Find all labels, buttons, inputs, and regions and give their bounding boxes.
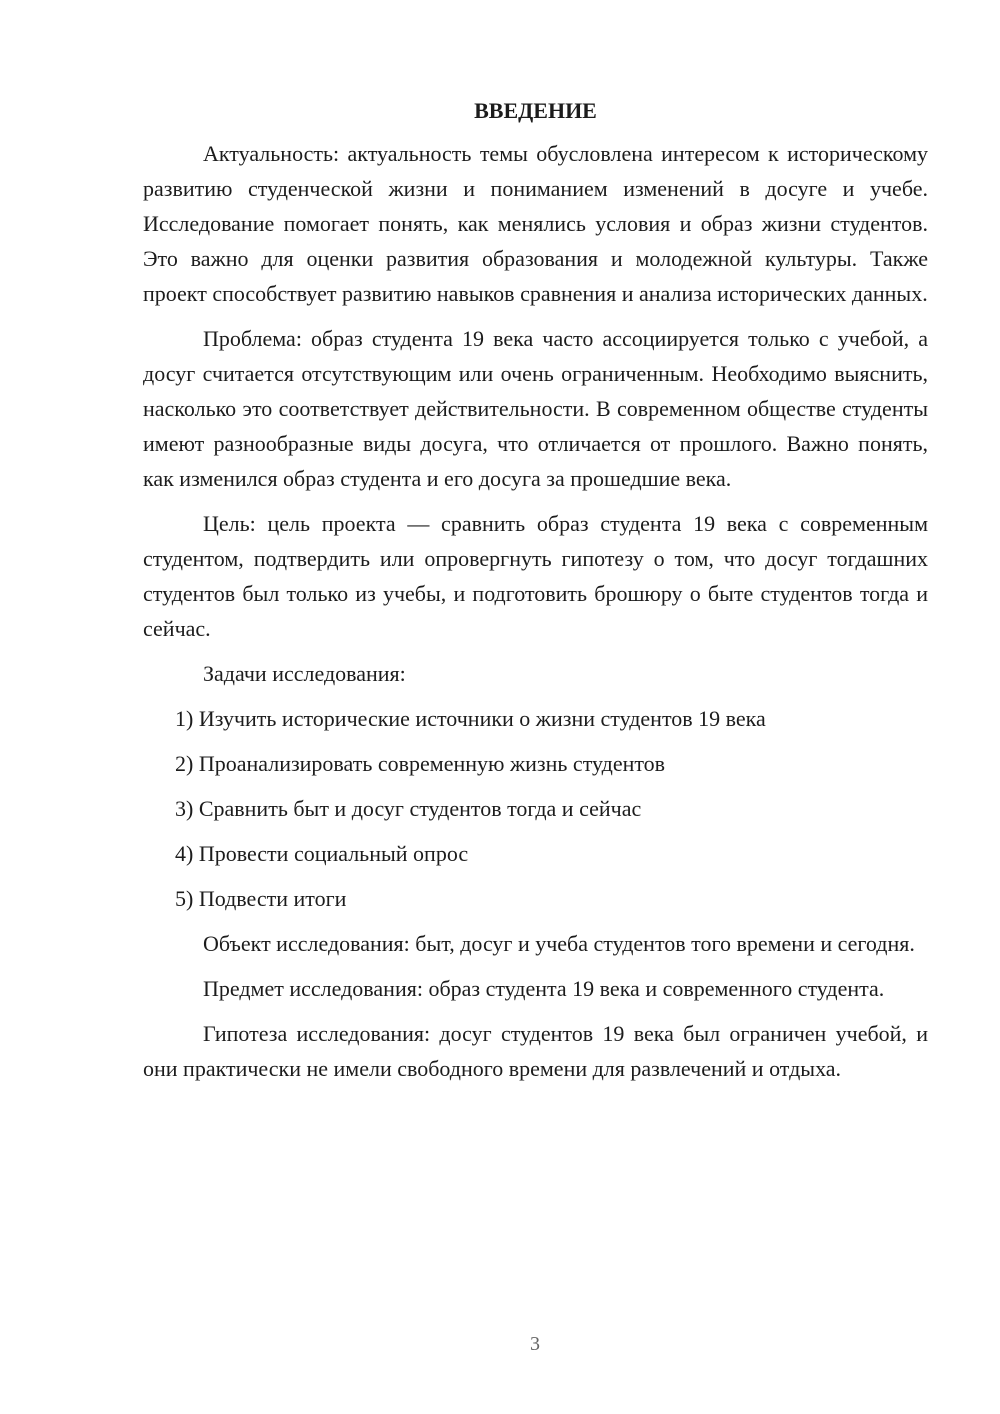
- task-item-5: 5) Подвести итоги: [175, 886, 347, 911]
- object-paragraph: Объект исследования: быт, досуг и учеба студентов того времени и сегодня.: [203, 931, 915, 956]
- tasks-list: [143, 701, 928, 916]
- relevance-paragraph: Актуальность: актуальность темы обусловлена интересом к историческому развитию студенческой жизни и пониманием изменений в досуге и учебе. Исследование помогает понять, как менялись условия и образ жизни студентов. Это важно для оценки развития образования и молодежной культуры. Также проект способствует развитию навыков сравнения и анализа исторических данных.: [143, 141, 928, 306]
- hypothesis-paragraph: Гипотеза исследования: досуг студентов 19 века был ограничен учебой, и они практически не имели свободного времени для развлечений и отдыха.: [143, 1021, 928, 1081]
- page-title: ВВЕДЕНИЕ: [474, 98, 597, 123]
- subject-paragraph: Предмет исследования: образ студента 19 века и современного студента.: [203, 976, 885, 1001]
- problem-paragraph: Проблема: образ студента 19 века часто ассоциируется только с учебой, а досуг считается отсутствующим или очень ограниченным. Необходимо выяснить, насколько это соответствует действительности. В современном обществе студенты имеют разнообразные виды досуга, что отличается от прошлого. Важно понять, как изменился образ студента и его досуга за прошедшие века.: [143, 326, 928, 491]
- task-item-1: 1) Изучить исторические источники о жизни студентов 19 века: [175, 706, 766, 731]
- page-number: 3: [530, 1333, 540, 1355]
- goal-paragraph: Цель: цель проекта — сравнить образ студента 19 века с современным студентом, подтвердить или опровергнуть гипотезу о том, что досуг тогдашних студентов был только из учебы, и подготовить брошюру о быте студентов тогда и сейчас.: [143, 511, 928, 641]
- task-item-3: 3) Сравнить быт и досуг студентов тогда и сейчас: [175, 796, 642, 821]
- task-item-2: 2) Проанализировать современную жизнь студентов: [175, 751, 666, 776]
- tasks-heading: Задачи исследования:: [203, 661, 406, 686]
- document-body: [143, 96, 928, 1096]
- task-item-4: 4) Провести социальный опрос: [175, 841, 469, 866]
